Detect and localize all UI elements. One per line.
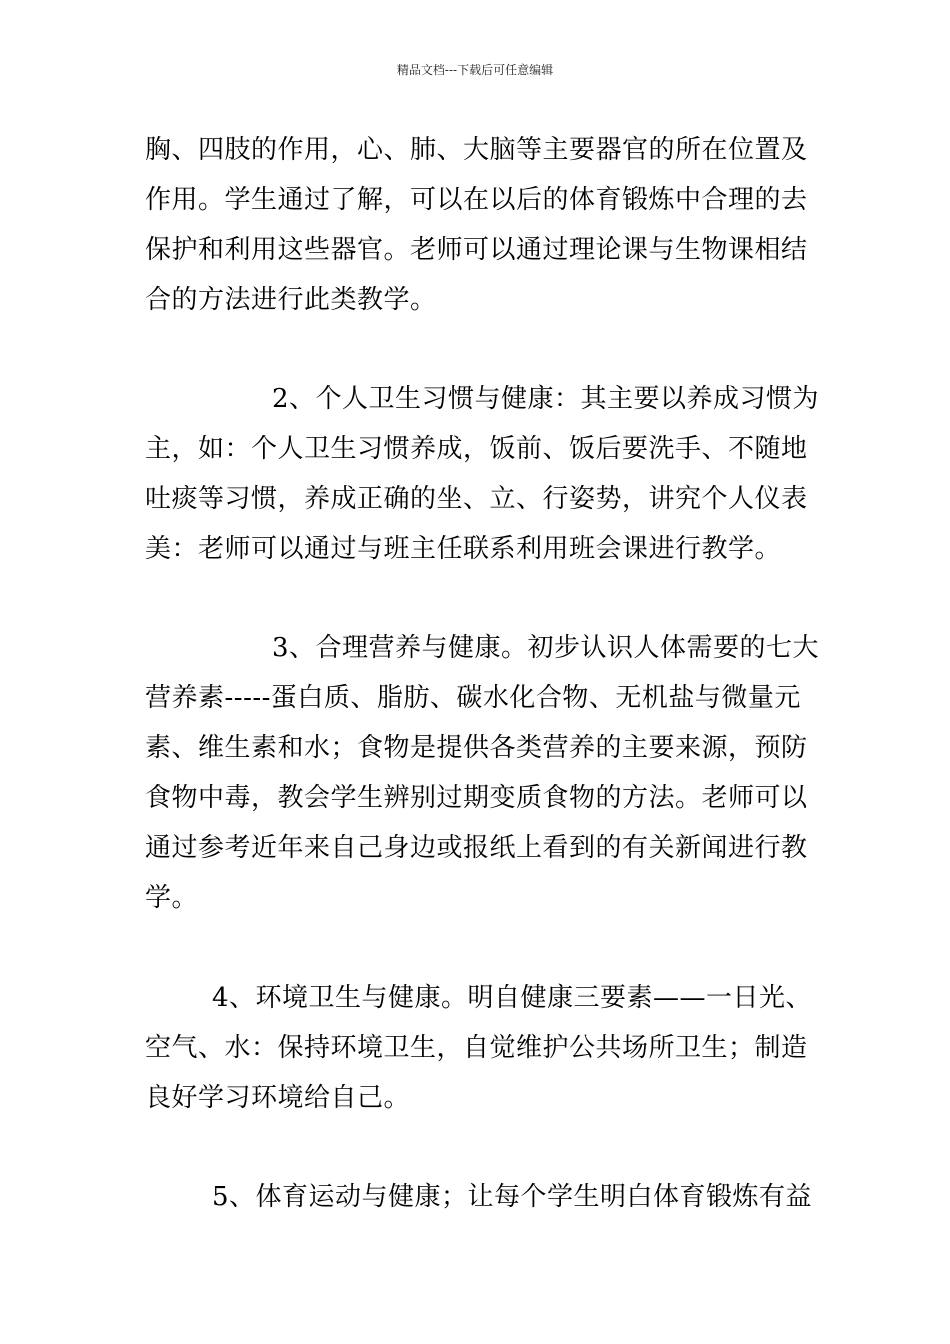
text-line: 4、环境卫生与健康。明自健康三要素——一日光、: [212, 983, 813, 1013]
text-line: 美：老师可以通过与班主任联系利用班会课进行教学。: [145, 534, 782, 564]
text-line: 3、合理营养与健康。初步认识人体需要的七大: [272, 633, 820, 663]
text-line: 良好学习环境给自己。: [145, 1083, 411, 1113]
text-line: 营养素-----蛋白质、脂肪、碳水化合物、无机盐与微量元: [145, 683, 801, 713]
text-line: 2、个人卫生习惯与健康：其主要以养成习惯为: [272, 384, 820, 414]
text-line: 作用。学生通过了解，可以在以后的体育锻炼中合理的去: [145, 185, 808, 215]
text-line: 5、体育运动与健康；让每个学生明白体育锻炼有益: [212, 1182, 813, 1212]
text-line: 吐痰等习惯，养成正确的坐、立、行姿势，讲究个人仪表: [145, 484, 808, 514]
text-line: 素、维生素和水；食物是提供各类营养的主要来源，预防: [145, 733, 808, 763]
page-header: 精品文档---下载后可任意编辑: [396, 63, 554, 77]
text-line: 食物中毒，教会学生辨别过期变质食物的方法。老师可以: [145, 783, 808, 813]
text-line: 空气、水：保持环境卫生，自觉维护公共场所卫生；制造: [145, 1033, 808, 1063]
text-line: 通过参考近年来自己身边或报纸上看到的有关新闻进行教: [145, 833, 808, 863]
text-line: 合的方法进行此类教学。: [145, 285, 437, 315]
text-line: 胸、四肢的作用，心、肺、大脑等主要器官的所在位置及: [145, 135, 808, 165]
text-line: 主，如：个人卫生习惯养成，饭前、饭后要洗手、不随地: [145, 434, 808, 464]
text-line: 学。: [145, 883, 199, 913]
text-line: 保护和利用这些器官。老师可以通过理论课与生物课相结: [145, 235, 808, 265]
